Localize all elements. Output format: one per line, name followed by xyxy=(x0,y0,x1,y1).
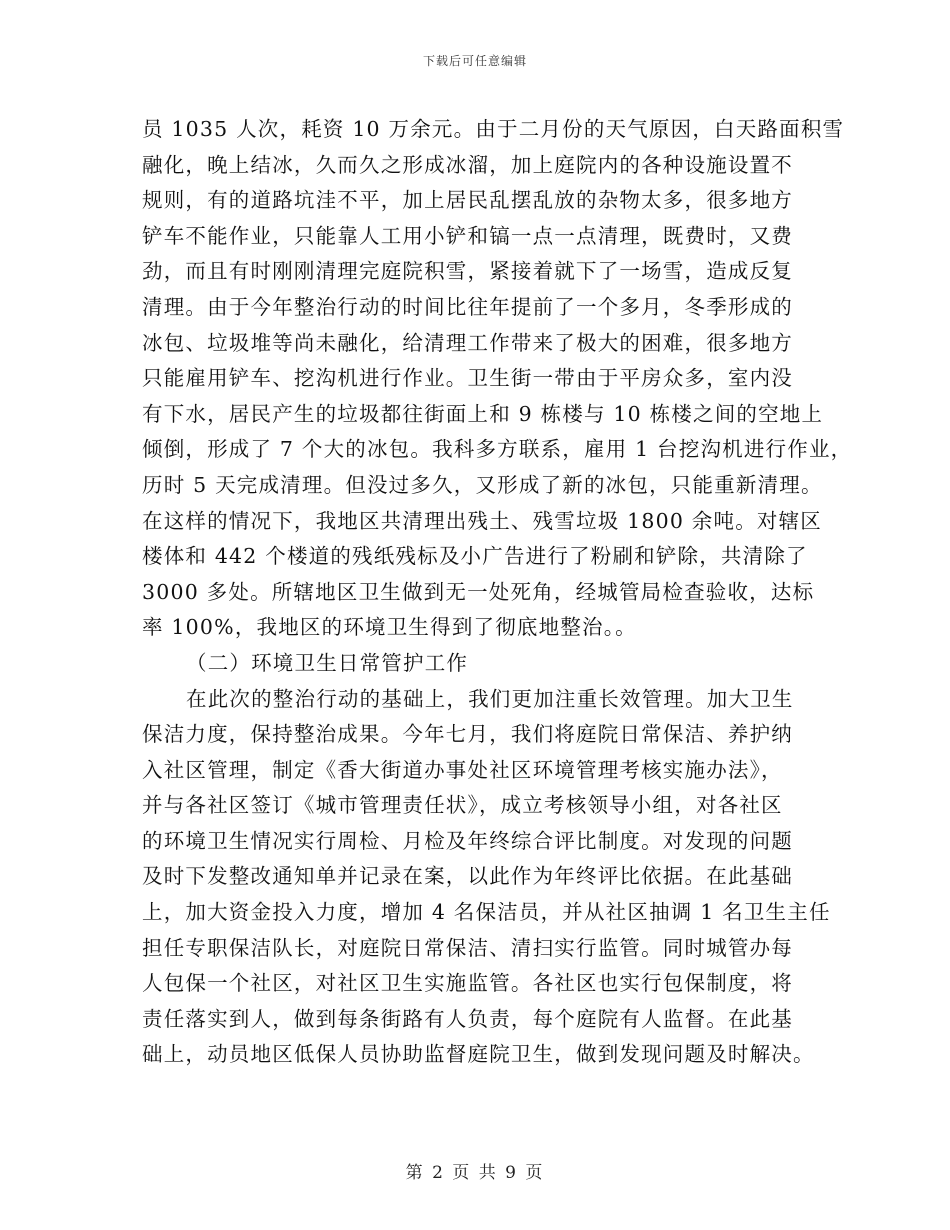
paragraph-line: 倾倒，形成了 7 个大的冰包。我科多方联系，雇用 1 台挖沟机进行作业， xyxy=(142,437,853,462)
paragraph-line: 历时 5 天完成清理。但没过多久，又形成了新的冰包，只能重新清理。 xyxy=(142,472,823,497)
paragraph-line: 冰包、垃圾堆等尚未融化，给清理工作带来了极大的困难，很多地方 xyxy=(142,330,793,355)
paragraph-line: 铲车不能作业，只能靠人工用小铲和镐一点一点清理，既费时，又费 xyxy=(142,223,793,248)
paragraph-line: 入社区管理，制定《香大街道办事处社区环境管理考核实施办法》， xyxy=(142,757,783,782)
paragraph-line: 融化，晚上结冰，久而久之形成冰溜，加上庭院内的各种设施设置不 xyxy=(142,152,793,177)
paragraph-line: 楼体和 442 个楼道的残纸残标及小广告进行了粉刷和铲除，共清除了 xyxy=(142,544,808,569)
paragraph-line: 劲，而且有时刚刚清理完庭院积雪，紧接着就下了一场雪，造成反复 xyxy=(142,259,793,284)
paragraph-line: 有下水，居民产生的垃圾都往街面上和 9 栋楼与 10 栋楼之间的空地上 xyxy=(142,401,824,426)
paragraph-line: 规则，有的道路坑洼不平，加上居民乱摆乱放的杂物太多，很多地方 xyxy=(142,188,793,213)
paragraph-line: 上，加大资金投入力度，增加 4 名保洁员，并从社区抽调 1 名卫生主任 xyxy=(142,900,831,925)
paragraph-line: 员 1035 人次，耗资 10 万余元。由于二月份的天气原因，白天路面积雪 xyxy=(142,117,845,141)
paragraph-line: 责任落实到人，做到每条街路有人负责，每个庭院有人监督。在此基 xyxy=(142,1006,793,1031)
page-header: 下载后可任意编辑 xyxy=(422,54,527,68)
paragraph-line: 及时下发整改通知单并记录在案，以此作为年终评比依据。在此基础 xyxy=(142,864,793,889)
paragraph-line: 人包保一个社区，对社区卫生实施监管。各社区也实行包保制度，将 xyxy=(142,971,793,996)
paragraph-line: 率 100%，我地区的环境卫生得到了彻底地整治。。 xyxy=(142,615,637,640)
paragraph-line: 在这样的情况下，我地区共清理出残土、残雪垃圾 1800 余吨。对辖区 xyxy=(142,508,823,533)
paragraph-line: 础上，动员地区低保人员协助监督庭院卫生，做到发现问题及时解决。 xyxy=(142,1042,815,1067)
page-footer: 第 2 页 共 9 页 xyxy=(405,1163,545,1183)
paragraph-line: 3000 多处。所辖地区卫生做到无一处死角，经城管局检查验收，达标 xyxy=(142,579,815,604)
paragraph-line: 的环境卫生情况实行周检、月检及年终综合评比制度。对发现的问题 xyxy=(142,828,793,853)
paragraph-line: 担任专职保洁队长，对庭院日常保洁、清扫实行监管。同时城管办每 xyxy=(142,935,793,960)
paragraph-line: 清理。由于今年整治行动的时间比往年提前了一个多月，冬季形成的 xyxy=(142,294,793,319)
paragraph-line: 在此次的整治行动的基础上，我们更加注重长效管理。加大卫生 xyxy=(186,686,794,711)
paragraph-line: 保洁力度，保持整治成果。今年七月，我们将庭院日常保洁、养护纳 xyxy=(142,722,793,747)
paragraph-line: 并与各社区签订《城市管理责任状》，成立考核领导小组，对各社区 xyxy=(142,793,783,818)
paragraph-line: 只能雇用铲车、挖沟机进行作业。卫生街一带由于平房众多，室内没 xyxy=(142,366,793,391)
section-subheading: （二）环境卫生日常管护工作 xyxy=(186,650,469,675)
body-text xyxy=(142,112,853,1073)
